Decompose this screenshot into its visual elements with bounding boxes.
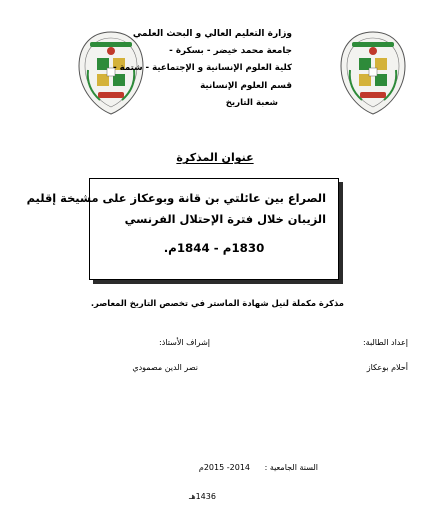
supervisor-label: إشراف الأستاذ: bbox=[159, 338, 210, 347]
faculty-line: كلية العلوم الإنسانية و الإجتماعية - شتمة - bbox=[113, 63, 292, 73]
ministry-line: وزارة التعليم العالي و البحث العلمي bbox=[132, 29, 292, 39]
thesis-purpose: مذكرة مكملة لنيل شهادة الماستر في تخصص التاريخ المعاصر. bbox=[90, 298, 344, 308]
thesis-dates: 1830م - 1844م. bbox=[163, 241, 265, 255]
thesis-title-line-1: الصراع بين عائلتي بن قانة وبوعكاز على مشيخة إقليم bbox=[26, 191, 326, 205]
thesis-title-line-2: الزيبان خلال فترة الإحتلال الفرنسي bbox=[124, 212, 326, 226]
academic-year-value: 2014- 2015م bbox=[198, 463, 250, 472]
student-name: أحلام بوعكاز bbox=[366, 363, 408, 372]
supervisor-name: نصر الدين مصمودي bbox=[132, 363, 198, 372]
hijri-year: 1436هـ bbox=[189, 492, 216, 501]
university-logo-right bbox=[338, 30, 408, 116]
academic-year-label: السنة الجامعية : bbox=[264, 463, 318, 472]
branch-line: شعبة التاريخ bbox=[225, 98, 278, 108]
student-label: إعداد الطالبة: bbox=[362, 338, 408, 347]
thesis-label: عنوان المذكرة bbox=[176, 151, 254, 164]
thesis-title-box bbox=[26, 178, 339, 280]
university-emblem-icon bbox=[338, 30, 408, 116]
university-line: جامعة محمد خيضر - بسكرة - bbox=[169, 46, 292, 56]
department-line: قسم العلوم الإنسانية bbox=[200, 81, 292, 91]
